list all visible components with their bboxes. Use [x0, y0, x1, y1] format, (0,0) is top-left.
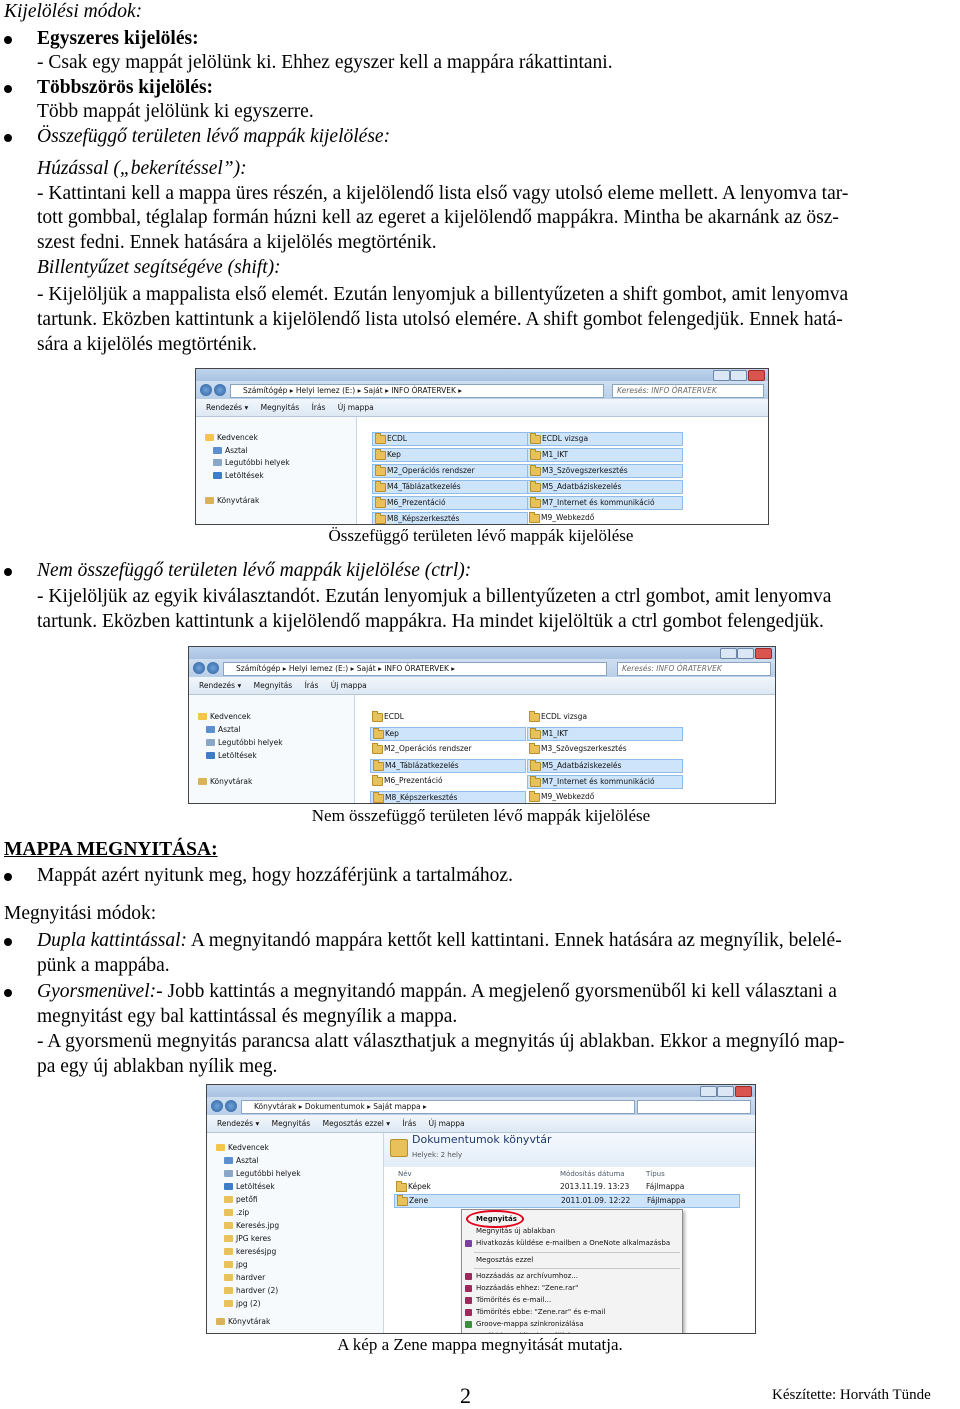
folder-grid	[355, 695, 775, 803]
folder-icon	[375, 499, 386, 508]
selection-modes-heading: Kijelölési módok:	[4, 1, 143, 22]
drag-select-line-2: tott gombbal, téglalap formán húzni kell az egeret a kijelölendő mappákra. Mintha be akarnánk az ösz-	[37, 207, 839, 228]
winrar-icon	[465, 1285, 472, 1292]
library-content	[384, 1133, 755, 1333]
multi-select-title: Többszörös kijelölés:	[37, 77, 214, 98]
nav-favorites: Kedvencek	[216, 1143, 269, 1153]
folder-icon	[224, 1248, 233, 1255]
folder-item: M3_Szövegszerkesztés	[527, 743, 681, 755]
ctrl-select-line-1: - Kijelöljük az egyik kiválasztandót. Ezután lenyomjuk a billentyűzeten a ctrl gombot, amit lenyomva	[37, 586, 832, 607]
double-click-line-2: pünk a mappába.	[37, 955, 170, 976]
maximize-icon	[730, 370, 747, 381]
address-row	[196, 381, 768, 399]
search-box: Keresés: INFO ÓRATERVEK	[612, 384, 764, 398]
star-icon	[198, 713, 207, 720]
folder-item: M8_Képszerkesztés	[370, 791, 526, 804]
toolbar-open: Megnyitás	[271, 1119, 311, 1128]
minimize-icon	[700, 1086, 717, 1097]
folder-icon	[375, 435, 386, 444]
explorer-screenshot-noncontiguous	[188, 646, 776, 804]
folder-icon	[224, 1300, 233, 1307]
library-icon	[198, 778, 207, 785]
shift-select-title: Billentyűzet segítségéve (shift):	[37, 257, 281, 278]
address-bar: Számítógép ▸ Helyi lemez (E:) ▸ Saját ▸ INFO ÓRATERVEK ▸	[223, 662, 607, 676]
highlight-ring	[466, 1210, 524, 1228]
open-purpose-text: Mappát azért nyitunk meg, hogy hozzáférjünk a tartalmához.	[37, 865, 513, 886]
folder-icon	[224, 1196, 233, 1203]
nav-item: keresésjpg	[224, 1247, 276, 1257]
menu-item-add-rar: Hozzáadás ehhez: "Zene.rar"	[476, 1284, 578, 1293]
folder-item: M2_Operációs rendszer	[370, 743, 524, 755]
folder-item: M5_Adatbáziskezelés	[527, 759, 683, 773]
window-titlebar	[207, 1085, 755, 1097]
menu-item-send-onenote: Hivatkozás küldése e-mailben a OneNote alkalmazásba	[476, 1239, 670, 1248]
folder-item: ECDL	[370, 711, 524, 723]
forward-icon	[225, 1100, 237, 1112]
author-credit: Készítette: Horváth Tünde	[772, 1387, 931, 1403]
menu-item-open: Megnyitás	[476, 1215, 517, 1223]
nav-desktop: Asztal	[206, 725, 241, 735]
context-menu-title: Gyorsmenüvel:	[37, 981, 157, 1002]
double-click-title: Dupla kattintással:	[37, 930, 188, 951]
folder-icon	[224, 1209, 233, 1216]
folder-item: M9_Webkezdő	[527, 791, 681, 803]
drag-select-line-3: szest fedni. Ennek hatására a kijelölés megtörténik.	[37, 232, 437, 253]
nav-libraries: Könyvtárak	[198, 777, 252, 787]
column-name: Név	[398, 1170, 412, 1178]
star-icon	[205, 434, 214, 441]
column-type: Típus	[646, 1170, 665, 1178]
nav-desktop: Asztal	[213, 446, 248, 456]
navigation-pane	[196, 417, 357, 524]
folder-icon	[372, 777, 383, 786]
navigation-pane	[189, 695, 355, 803]
nav-item: jpg (2)	[224, 1299, 261, 1309]
menu-item-compress-email: Tömörítés és e-mail...	[476, 1296, 551, 1305]
folder-icon	[530, 451, 541, 460]
toolbar-burn: Írás	[402, 1119, 417, 1128]
address-bar: Számítógép ▸ Helyi lemez (E:) ▸ Saját ▸ INFO ÓRATERVEK ▸	[230, 384, 604, 398]
ctrl-select-line-2: tartunk. Eközben kattintunk a kijelölendő mappákra. Ha mindet kijelöltük a ctrl gombot felengedjük.	[37, 611, 824, 632]
nav-item: Asztal	[224, 1156, 259, 1166]
navigation-pane	[207, 1133, 384, 1333]
multi-select-text: Több mappát jelölünk ki egyszerre.	[37, 101, 314, 122]
forward-icon	[207, 662, 219, 674]
library-screenshot	[206, 1084, 756, 1334]
groove-icon	[465, 1321, 472, 1328]
folder-icon	[372, 713, 383, 722]
folder-item: M6_Prezentáció	[372, 496, 528, 510]
folder-icon	[530, 435, 541, 444]
window-titlebar	[189, 647, 775, 659]
context-menu-line-3: - A gyorsmenü megnyitás parancsa alatt választhatjuk a megnyitás új ablakban. Ekkor a megnyíló map-	[37, 1031, 845, 1052]
folder-icon	[224, 1274, 233, 1281]
downloads-icon	[224, 1183, 233, 1190]
bullet	[4, 873, 12, 881]
nav-favorites: Kedvencek	[198, 712, 251, 722]
nav-item: .zip	[224, 1208, 249, 1218]
toolbar-new-folder: Új mappa	[330, 681, 367, 690]
menu-separator	[474, 1268, 680, 1269]
recent-places-icon	[213, 459, 222, 466]
library-title: Dokumentumok könyvtár	[412, 1133, 552, 1146]
back-icon	[193, 662, 205, 674]
nav-libraries: Könyvtárak	[216, 1317, 270, 1327]
desktop-icon	[224, 1157, 233, 1164]
folder-icon	[529, 713, 540, 722]
folder-icon	[375, 515, 386, 524]
nav-item: JPG keres	[224, 1234, 271, 1244]
shift-select-line-3: sára a kijelölés megtörténik.	[37, 334, 257, 355]
menu-item-compress-rar-email: Tömörítés ebbe: "Zene.rar" és e-mail	[476, 1308, 605, 1317]
folder-icon	[375, 467, 386, 476]
desktop-icon	[206, 726, 215, 733]
library-icon	[205, 497, 214, 504]
window-titlebar	[196, 369, 768, 381]
open-modes-heading: Megnyitási módok:	[4, 903, 157, 924]
folder-icon	[373, 762, 384, 771]
drag-select-line-1: - Kattintani kell a mappa üres részén, a kijelölendő lista első vagy utolsó eleme mellett. A lenyomva tar-	[37, 183, 849, 204]
folder-icon	[375, 483, 386, 492]
explorer-screenshot-contiguous	[195, 368, 769, 525]
folder-item: M4_Táblázatkezelés	[372, 480, 528, 494]
winrar-icon	[465, 1273, 472, 1280]
folder-icon	[530, 483, 541, 492]
nav-libraries: Könyvtárak	[205, 496, 259, 506]
folder-item: M4_Táblázatkezelés	[370, 759, 526, 773]
recent-places-icon	[224, 1170, 233, 1177]
close-icon	[735, 1086, 752, 1097]
folder-icon	[224, 1287, 233, 1294]
folder-item: ECDL	[372, 432, 528, 446]
maximize-icon	[737, 648, 754, 659]
nav-item: hardver (2)	[224, 1286, 278, 1296]
figure-caption-3: A kép a Zene mappa megnyitását mutatja.	[337, 1335, 623, 1354]
toolbar-organize: Rendezés ▾	[217, 1119, 260, 1128]
bullet	[4, 568, 12, 576]
folder-item: ECDL vizsga	[527, 711, 681, 723]
toolbar-burn: Írás	[304, 681, 319, 690]
minimize-icon	[720, 648, 737, 659]
forward-icon	[214, 384, 226, 396]
search-box	[637, 1100, 751, 1114]
single-select-text: - Csak egy mappát jelölünk ki. Ehhez egyszer kell a mappára rákattintani.	[37, 52, 613, 73]
documents-library-icon	[390, 1139, 408, 1157]
shift-select-line-2: tartunk. Eközben kattintunk a kijelölendő lista utolsó elemére. A shift gombot felengedjük. Ennek hatá-	[37, 309, 843, 330]
nav-item: Keresés.jpg	[224, 1221, 279, 1231]
figure-caption-1: Összefüggő területen lévő mappák kijelölése	[328, 526, 634, 545]
toolbar-share: Megosztás ezzel ▾	[322, 1119, 391, 1128]
nav-item: jpg	[224, 1260, 248, 1270]
close-icon	[748, 370, 765, 381]
nav-item: hardver	[224, 1273, 265, 1283]
folder-icon	[529, 514, 540, 523]
nav-item: petőfi	[224, 1195, 258, 1205]
contiguous-select-title: Összefüggő területen lévő mappák kijelölése:	[37, 126, 391, 147]
toolbar	[196, 399, 768, 417]
toolbar-open: Megnyitás	[253, 681, 293, 690]
winrar-icon	[465, 1309, 472, 1316]
context-menu-line-1: Gyorsmenüvel:- Jobb kattintás a megnyitandó mappán. A megjelenő gyorsmenüből ki kell választani a	[37, 981, 837, 1002]
folder-icon	[373, 794, 384, 803]
onenote-icon	[465, 1240, 472, 1247]
folder-item: M1_IKT	[527, 727, 683, 741]
folder-icon	[530, 467, 541, 476]
table-row: Zene 2011.01.09. 12:22 Fájlmappa	[394, 1194, 740, 1208]
desktop-icon	[213, 447, 222, 454]
folder-item: M9_Webkezdő	[527, 512, 681, 524]
folder-icon	[530, 762, 541, 771]
nav-downloads: Letöltések	[213, 471, 264, 481]
back-icon	[200, 384, 212, 396]
open-folder-heading: MAPPA MEGNYITÁSA:	[4, 839, 218, 860]
winrar-icon	[465, 1297, 472, 1304]
library-subtitle: Helyek: 2 hely	[412, 1151, 463, 1159]
nav-recent: Legutóbbi helyek	[213, 458, 290, 468]
folder-icon	[529, 745, 540, 754]
search-box: Keresés: INFO ÓRATERVEK	[617, 662, 771, 676]
toolbar-open: Megnyitás	[260, 403, 300, 412]
nav-item: Legutóbbi helyek	[224, 1169, 301, 1179]
folder-icon	[224, 1235, 233, 1242]
noncontiguous-select-title: Nem összefüggő területen lévő mappák kijelölése (ctrl):	[37, 560, 472, 581]
nav-favorites: Kedvencek	[205, 433, 258, 443]
figure-caption-2: Nem összefüggő területen lévő mappák kijelölése	[311, 806, 651, 825]
nav-recent: Legutóbbi helyek	[206, 738, 283, 748]
shift-select-line-1: - Kijelöljük a mappalista első elemét. Ezután lenyomjuk a billentyűzeten a shift gombot, amit lenyomva	[37, 284, 849, 305]
bullet	[4, 85, 12, 93]
toolbar	[189, 677, 775, 695]
downloads-icon	[213, 472, 222, 479]
close-icon	[755, 648, 772, 659]
folder-icon	[224, 1222, 233, 1229]
double-click-line-1: Dupla kattintással: A megnyitandó mappára kettőt kell kattintani. Ennek hatására az megnyílik, belelé-	[37, 930, 842, 951]
menu-item-share-with: Megosztás ezzel	[476, 1256, 534, 1264]
folder-icon	[530, 778, 541, 787]
minimize-icon	[713, 370, 730, 381]
bullet	[4, 36, 12, 44]
folder-icon	[396, 1183, 407, 1192]
downloads-icon	[206, 752, 215, 759]
address-bar: Könyvtárak ▸ Dokumentumok ▸ Saját mappa ▸	[241, 1100, 635, 1114]
folder-item: Kep	[372, 448, 528, 462]
bullet	[4, 989, 12, 997]
drag-select-title: Húzással („bekerítéssel”):	[37, 158, 247, 179]
folder-icon	[224, 1261, 233, 1268]
context-menu-line-2: megnyitást egy bal kattintással és megnyílik a mappa.	[37, 1006, 458, 1027]
bullet	[4, 134, 12, 142]
toolbar-organize: Rendezés ▾	[206, 403, 249, 412]
menu-item-open-new-window: Megnyitás új ablakban	[476, 1227, 556, 1235]
table-row: Képek 2013.11.19. 13:23 Fájlmappa	[394, 1181, 738, 1193]
folder-item: M7_Internet és kommunikáció	[527, 775, 683, 789]
toolbar-new-folder: Új mappa	[428, 1119, 465, 1128]
toolbar-burn: Írás	[311, 403, 326, 412]
folder-item: M2_Operációs rendszer	[372, 464, 528, 478]
folder-item: M8_Képszerkesztés	[372, 512, 528, 525]
toolbar-organize: Rendezés ▾	[199, 681, 242, 690]
folder-icon	[397, 1197, 408, 1206]
folder-item: M6_Prezentáció	[370, 775, 524, 787]
maximize-icon	[717, 1086, 734, 1097]
folder-item: Kep	[370, 727, 526, 741]
column-date: Módosítás dátuma	[560, 1170, 625, 1178]
menu-separator	[474, 1252, 680, 1253]
menu-item-add-archive: Hozzáadás az archívumhoz...	[476, 1272, 578, 1281]
folder-icon	[373, 730, 384, 739]
nav-downloads: Letöltések	[206, 751, 257, 761]
recent-places-icon	[206, 739, 215, 746]
address-row	[207, 1097, 755, 1115]
back-icon	[211, 1100, 223, 1112]
page-number: 2	[460, 1383, 471, 1408]
folder-icon	[530, 499, 541, 508]
folder-grid	[357, 417, 768, 524]
folder-item: M5_Adatbáziskezelés	[527, 480, 683, 494]
address-row	[189, 659, 775, 677]
nav-item: Letöltések	[224, 1182, 275, 1192]
star-icon	[216, 1144, 225, 1151]
single-select-title: Egyszeres kijelölés:	[37, 28, 199, 49]
context-menu-line-4: pa egy új ablakban nyílik meg.	[37, 1056, 278, 1077]
folder-item: M3_Szövegszerkesztés	[527, 464, 683, 478]
folder-item: M7_Internet és kommunikáció	[527, 496, 683, 510]
folder-item: M1_IKT	[527, 448, 683, 462]
folder-icon	[375, 451, 386, 460]
library-icon	[216, 1318, 225, 1325]
toolbar-new-folder: Új mappa	[337, 403, 374, 412]
folder-icon	[529, 793, 540, 802]
folder-icon	[372, 745, 383, 754]
folder-icon	[530, 730, 541, 739]
menu-item-groove-sync: Groove-mappa szinkronizálása	[476, 1320, 583, 1329]
bullet	[4, 938, 12, 946]
toolbar	[207, 1115, 755, 1133]
folder-item: ECDL vizsga	[527, 432, 683, 446]
library-header	[384, 1133, 755, 1167]
